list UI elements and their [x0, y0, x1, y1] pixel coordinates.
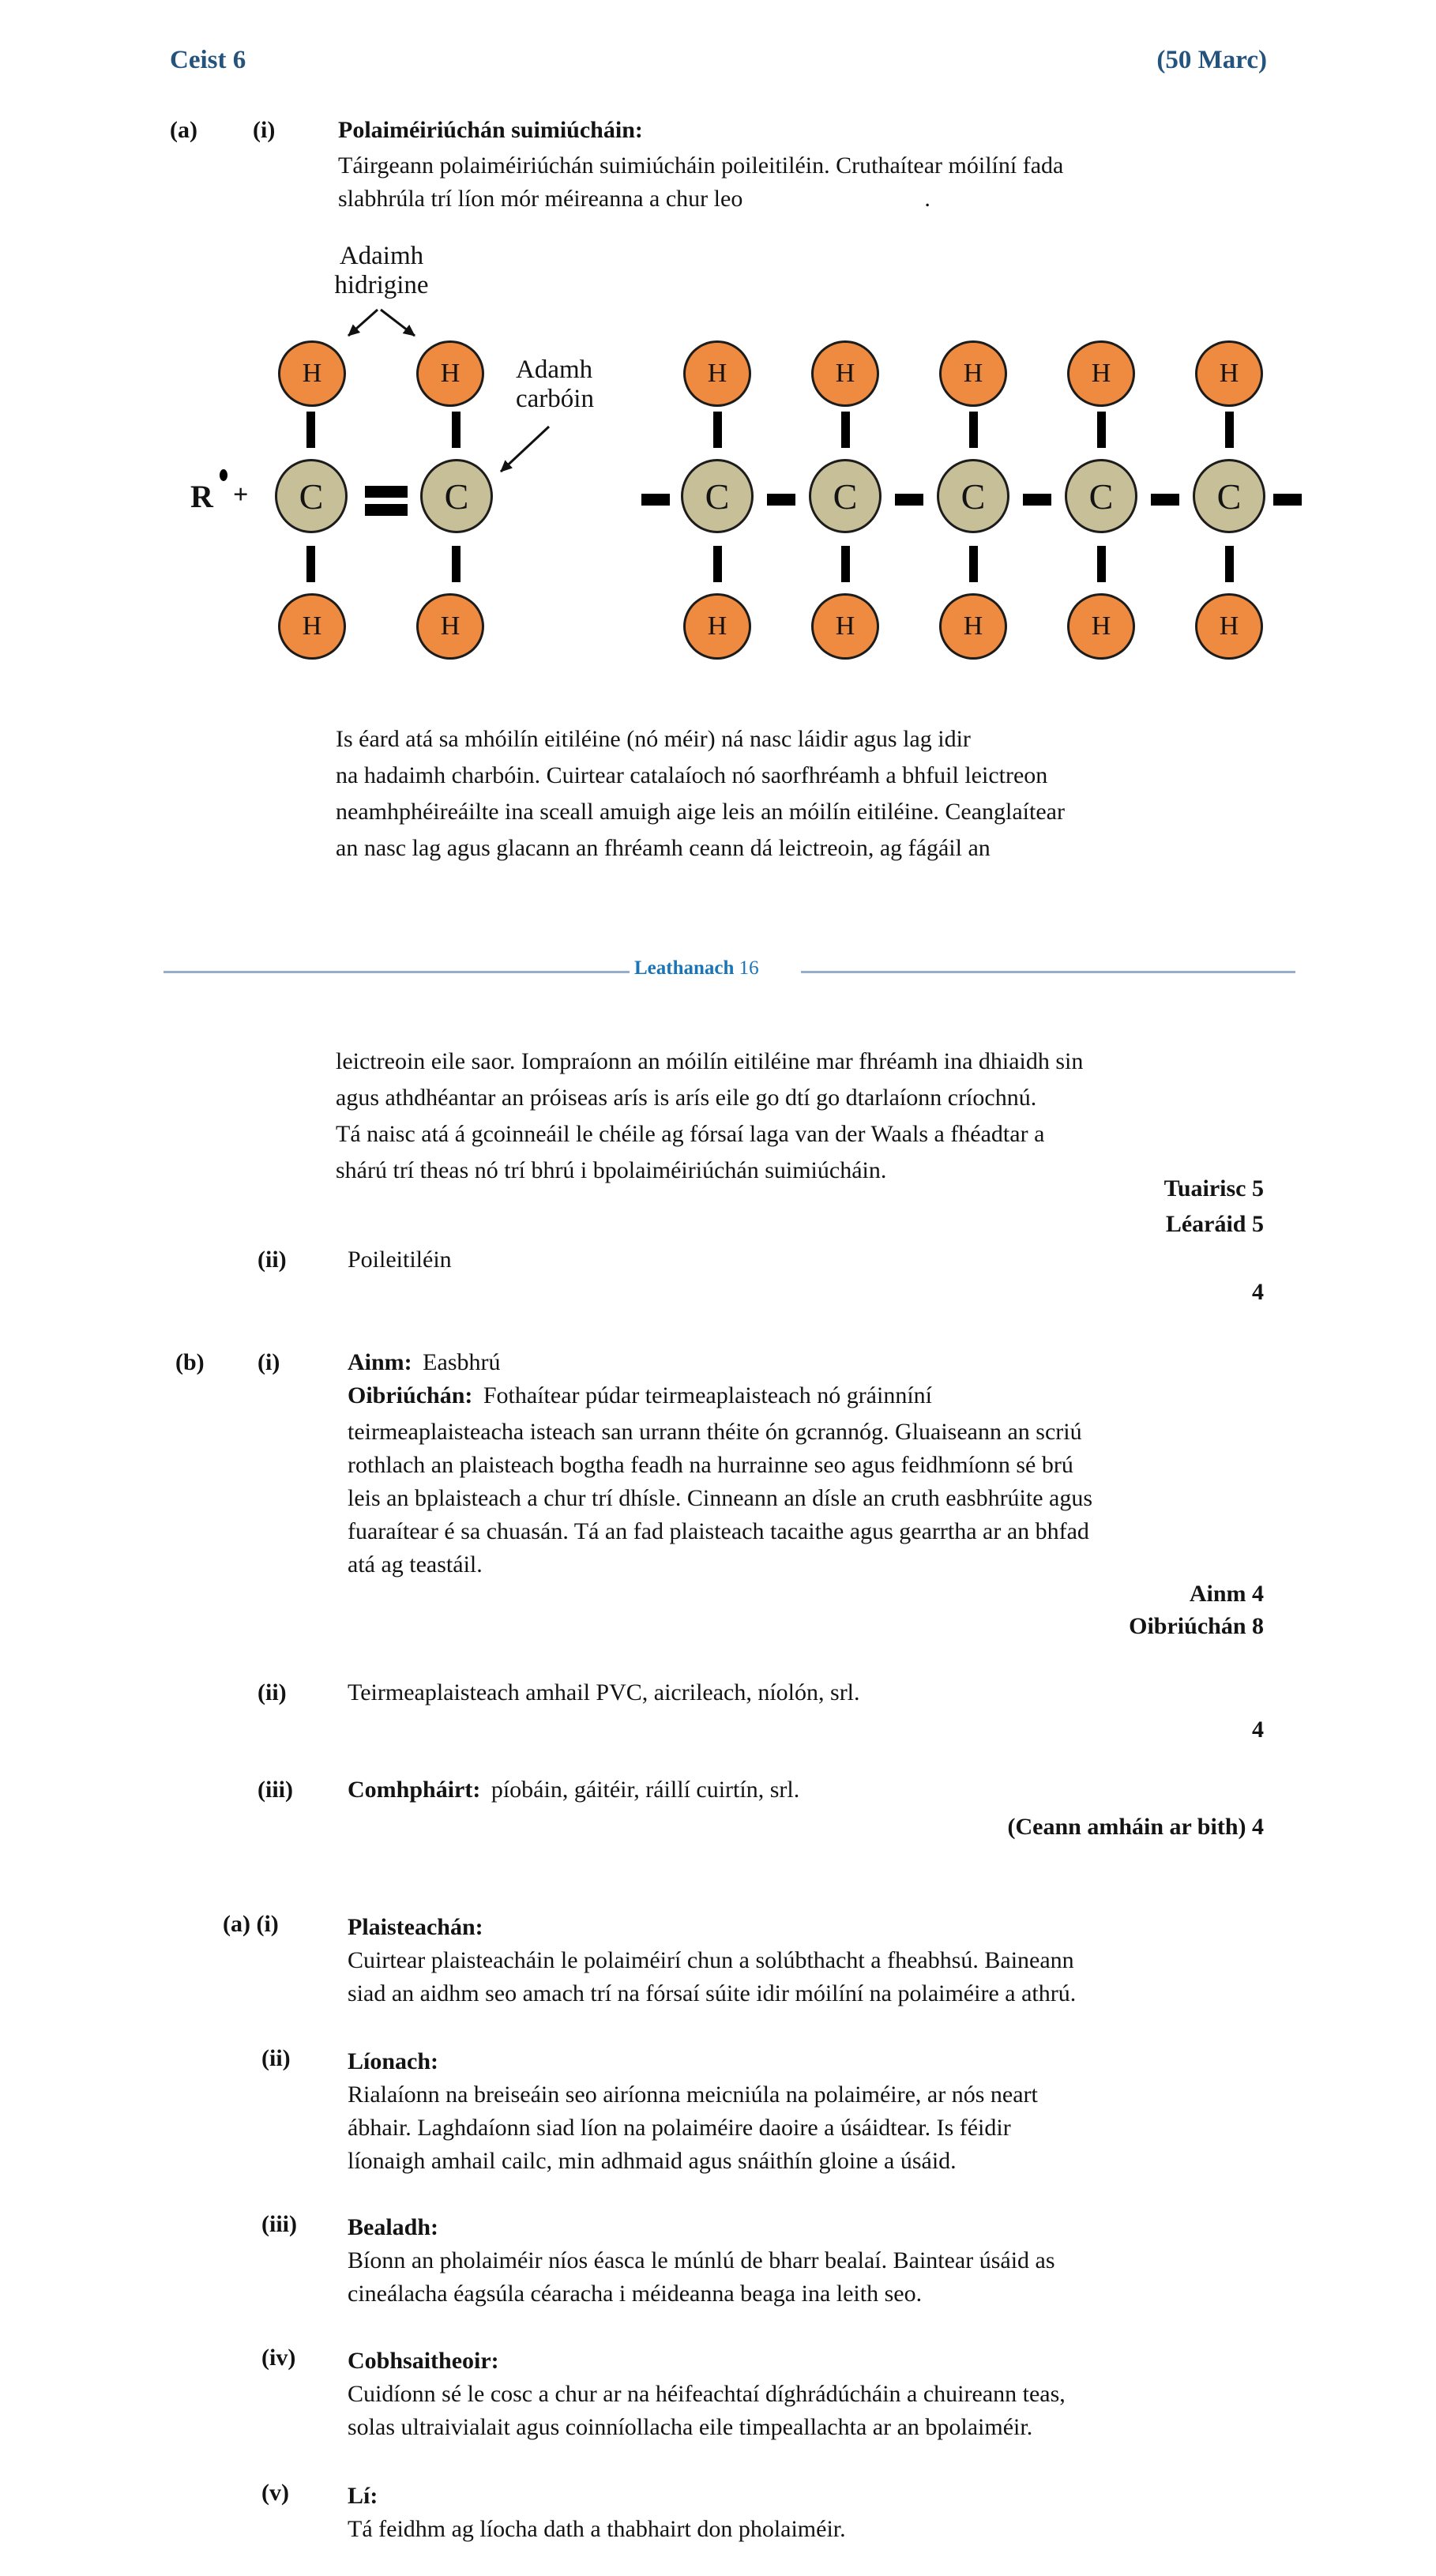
paragraph-line: Tá naisc atá á gcoinneáil le chéile ag fórsaí laga van der Waals a fhéadtar a [336, 1121, 1045, 1147]
double-bond-bar [365, 486, 408, 498]
paragraph-line: Rialaíonn na breiseáin seo airíonna meicniúla na polaiméire, ar nós neart [348, 2081, 1038, 2108]
bond-vertical [969, 546, 978, 582]
oibriuchan-label: Oibriúchán: [348, 1382, 473, 1408]
bond-horizontal [1151, 494, 1179, 506]
label-i: (i) [253, 117, 276, 143]
comhphairt-label: Comhpháirt: [348, 1777, 481, 1803]
arrow-to-carbon [501, 427, 549, 472]
hydrogen-atom: H [811, 593, 879, 660]
hydrogen-atom: H [683, 340, 751, 407]
paragraph-line: Táirgeann polaiméiriúchán suimiúcháin poileitiléin. Cruthaítear móilíní fada [338, 152, 1064, 179]
paragraph-line: atá ag teastáil. [348, 1551, 483, 1578]
oibriuchan-row: Oibriúchán: Fothaítear púdar teirmeaplaisteach nó gráinníní [348, 1382, 932, 1408]
mark-oibriuchan: Oibriúchán 8 [1129, 1613, 1264, 1639]
hydrogen-atom: H [1067, 593, 1135, 660]
mechanism-paragraph-2 [336, 1044, 1083, 1189]
item-lionach [348, 2045, 1038, 2178]
item-plaisteachan [348, 1911, 1076, 2010]
bond-horizontal [1023, 494, 1051, 506]
label-c-5: (v) [261, 2480, 289, 2506]
bond-vertical [306, 412, 315, 448]
paragraph-line: an nasc lag agus glacann an fhréamh ceann dá leictreoin, ag fágáil an [336, 835, 991, 861]
mark-b-iii: (Ceann amháin ar bith) 4 [1007, 1814, 1264, 1840]
bond-vertical [713, 546, 722, 582]
hydrogen-atom: H [1195, 593, 1263, 660]
oibriuchan-paragraph [348, 1416, 1092, 1581]
paragraph-line: neamhphéireáilte ina sceall amuigh aige leis an móilín eitiléine. Ceanglaítear [336, 799, 1065, 825]
label-c-1: (a) (i) [223, 1911, 279, 1937]
arrow-to-right-hydrogen [381, 310, 415, 336]
answer-polyethylene: Poileitiléin [348, 1247, 452, 1273]
paragraph-line: Bíonn an pholaiméir níos éasca le múnlú de bharr bealaí. Baintear úsáid as [348, 2247, 1055, 2273]
paragraph-line: ábhair. Laghdaíonn siad líon na polaiméire daoire a úsáidtear. Is féidir [348, 2115, 1011, 2141]
carbon-atom: C [275, 459, 348, 533]
hydrogen-atom: H [278, 593, 346, 660]
total-marks: (50 Marc) [1156, 46, 1267, 74]
label-b: (b) [175, 1349, 205, 1375]
divider-line-left [164, 971, 630, 973]
paragraph-line: fuaraítear é sa chuasán. Tá an fad plaisteach tacaithe agus gearrtha ar an bhfad [348, 1518, 1089, 1544]
bond-vertical [1225, 412, 1234, 448]
paragraph-line: shárú trí theas nó trí bhrú i bpolaiméiriúchán suimiúcháin. [336, 1157, 887, 1183]
carbon-atom: C [681, 459, 754, 533]
bond-vertical [841, 412, 850, 448]
paragraph-line: leis an bplaisteach a chur trí dhísle. Cinneann an dísle an cruth easbhrúite agus [348, 1485, 1093, 1511]
hydrogen-atom: H [1067, 340, 1135, 407]
item-title: Cobhsaitheoir: [348, 2348, 499, 2374]
section-a-title: Polaiméiriúchán suimiúcháin: [338, 117, 643, 143]
hydrogen-atom: H [939, 340, 1007, 407]
hydrogen-atom: H [939, 593, 1007, 660]
hydrogen-atom: H [811, 340, 879, 407]
carbon-atom: C [1193, 459, 1265, 533]
ainm-label: Ainm: [348, 1349, 412, 1375]
paragraph-line: leictreoin eile saor. Iompraíonn an móilín eitiléine mar fhréamh ina dhiaidh sin [336, 1048, 1084, 1074]
label-c-2: (ii) [261, 2045, 291, 2071]
item-title: Líonach: [348, 2048, 439, 2074]
carbon-atom: C [1065, 459, 1137, 533]
label-b-ii: (ii) [258, 1679, 287, 1705]
mark-b-ii: 4 [1252, 1717, 1264, 1743]
page-number-divider: Leathanach 16 [634, 957, 759, 979]
bond-vertical [452, 546, 460, 582]
paragraph-line: teirmeaplaisteacha isteach san urrann théite ón gcrannóg. Gluaiseann an scriú [348, 1419, 1082, 1445]
paragraph-line: Tá feidhm ag líocha dath a thabhairt don pholaiméir. [348, 2516, 846, 2542]
bond-horizontal [767, 494, 795, 506]
paragraph-line: líonaigh amhail cailc, min adhmaid agus snáithín gloine a úsáid. [348, 2148, 957, 2174]
item-cobhsaitheoir [348, 2345, 1066, 2444]
divider-line-right [801, 971, 1295, 973]
item-li [348, 2480, 846, 2546]
mark-learaid: Léaráid 5 [1165, 1211, 1264, 1237]
label-c-4: (iv) [261, 2345, 296, 2371]
hydrogen-atom: H [278, 340, 346, 407]
bond-vertical [1225, 546, 1234, 582]
label-c-3: (iii) [261, 2211, 297, 2237]
label-b-i: (i) [258, 1349, 280, 1375]
label-b-iii: (iii) [258, 1777, 293, 1803]
label-a: (a) [170, 117, 197, 143]
mechanism-paragraph-1 [336, 721, 1065, 867]
plus-sign: + [233, 480, 249, 510]
page-title: Ceist 6 [170, 46, 246, 74]
mark-ainm: Ainm 4 [1189, 1581, 1264, 1607]
bond-horizontal [895, 494, 923, 506]
paragraph-line: cineálacha éagsúla céaracha i méideanna beaga ina leith seo. [348, 2281, 923, 2307]
comhphairt-row: Comhpháirt: píobáin, gáitéir, ráillí cuirtín, srl. [348, 1777, 800, 1803]
item-title: Plaisteachán: [348, 1914, 483, 1940]
bond-vertical [1097, 546, 1106, 582]
carbon-atom: C [420, 459, 493, 533]
intro-paragraph [338, 149, 1063, 216]
hydrogen-atom: H [1195, 340, 1263, 407]
paragraph-line: rothlach an plaisteach bogtha feadh na hurrainne seo agus feidhmíonn sé brú [348, 1452, 1073, 1478]
mark-a-ii: 4 [1252, 1279, 1264, 1305]
label-a-ii: (ii) [258, 1247, 287, 1273]
bond-horizontal [1273, 494, 1302, 506]
item-title: Lí: [348, 2483, 378, 2509]
paragraph-line: siad an aidhm seo amach trí na fórsaí súite idir móilíní na polaiméire a athrú. [348, 1980, 1077, 2006]
bond-vertical [1097, 412, 1106, 448]
radical-dot [220, 469, 227, 485]
bond-vertical [306, 546, 315, 582]
paragraph-line: na hadaimh charbóin. Cuirtear catalaíoch nó saorfhréamh a bhfuil leictreon [336, 762, 1048, 788]
double-bond-bar [365, 504, 408, 516]
paragraph-line: Cuirtear plaisteacháin le polaiméirí chun a solúbthacht a fheabhsú. Baineann [348, 1947, 1074, 1973]
bond-vertical [713, 412, 722, 448]
paragraph-line: solas ultraivialait agus coinníollacha eile timpeallachta ar an bpolaiméir. [348, 2414, 1033, 2440]
item-title: Bealadh: [348, 2214, 439, 2240]
mark-tuairisc: Tuairisc 5 [1163, 1175, 1264, 1202]
carbon-atom: C [937, 459, 1009, 533]
answer-thermoplastic: Teirmeaplaisteach amhail PVC, aicrileach, níolón, srl. [348, 1679, 860, 1705]
carbon-atom-label: Adamh carbóin [516, 355, 594, 413]
arrow-to-left-hydrogen [348, 310, 378, 336]
hydrogen-atom: H [683, 593, 751, 660]
bond-vertical [841, 546, 850, 582]
bond-horizontal [641, 494, 670, 506]
redacted-gap-period: . [924, 186, 930, 212]
paragraph-line: slabhrúla trí líon mór méireanna a chur leo . [338, 186, 930, 212]
paragraph-line: Cuidíonn sé le cosc a chur ar na héifeachtaí díghrádúcháin a chuireann teas, [348, 2381, 1066, 2407]
ainm-value: Easbhrú [423, 1349, 501, 1375]
carbon-atom: C [809, 459, 882, 533]
hydrogen-atom: H [416, 593, 484, 660]
hydrogen-atoms-label: Adaimh hidrigine [334, 242, 429, 299]
bond-vertical [969, 412, 978, 448]
ainm-row [348, 1349, 500, 1376]
item-bealadh [348, 2211, 1055, 2311]
paragraph-line: Is éard atá sa mhóilín eitiléine (nó méir) ná nasc láidir agus lag idir [336, 726, 971, 752]
paragraph-line: agus athdhéantar an próiseas arís is arís eile go dtí go dtarlaíonn críochnú. [336, 1085, 1037, 1111]
radical-r-label: R [190, 479, 213, 514]
bond-vertical [452, 412, 460, 448]
hydrogen-atom: H [416, 340, 484, 407]
